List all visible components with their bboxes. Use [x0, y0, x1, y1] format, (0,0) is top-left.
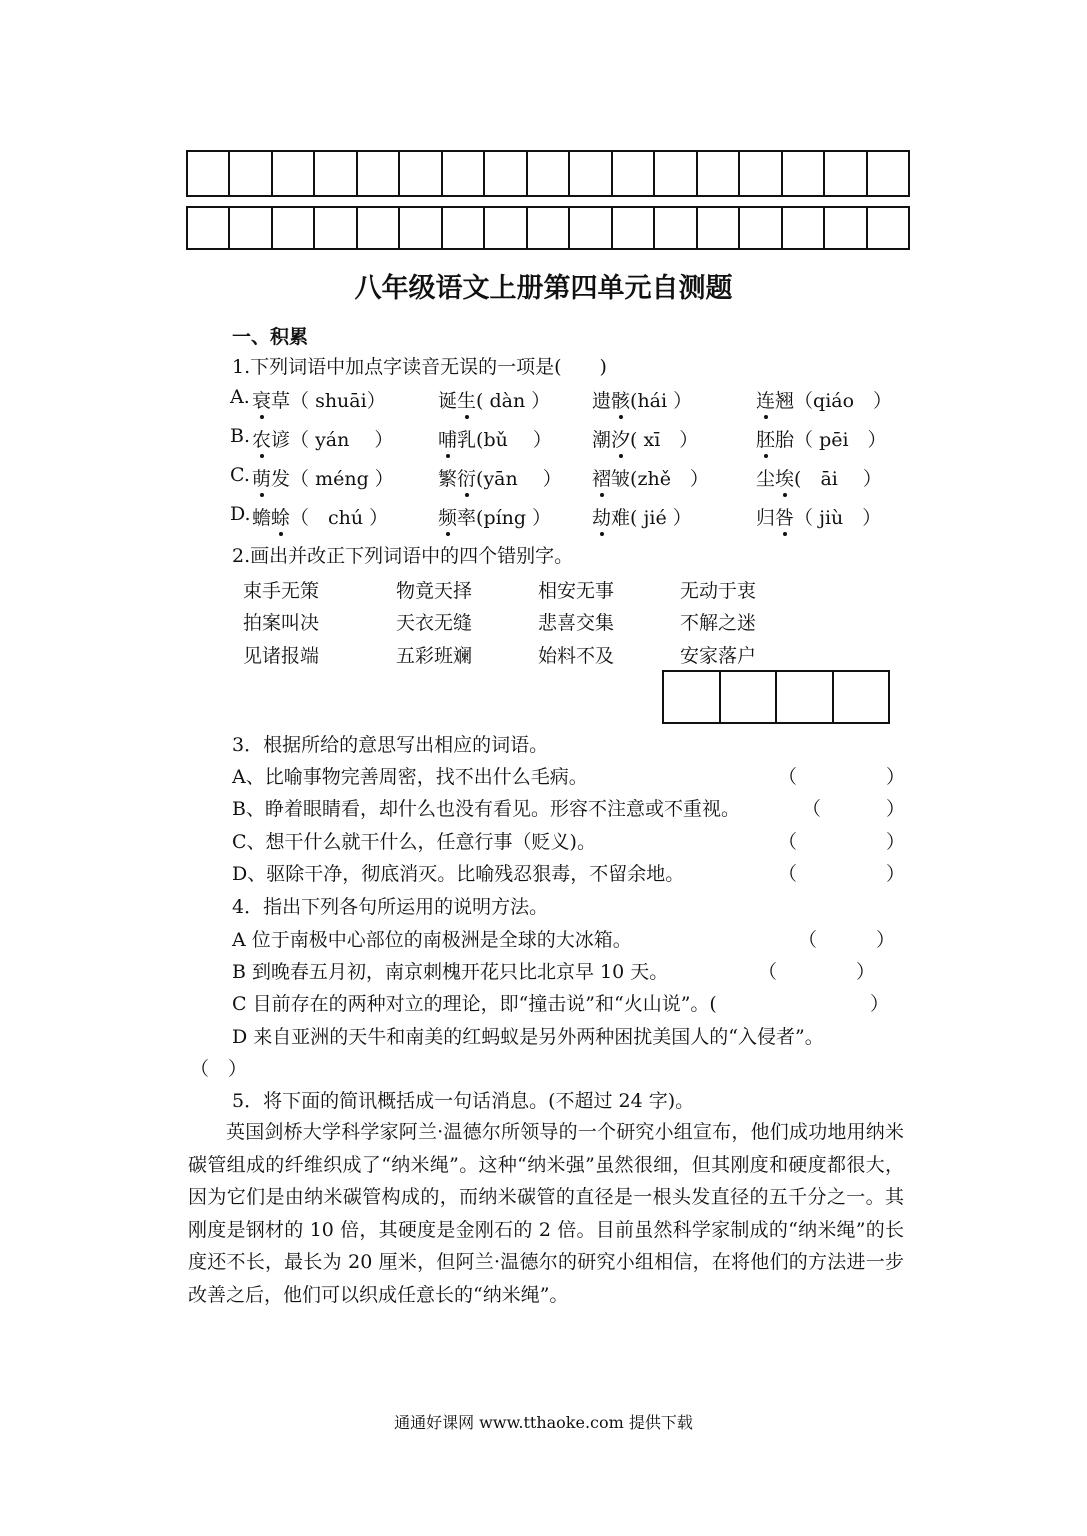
- dotted-char: 咎: [775, 503, 794, 530]
- q2-word: 安家落户: [680, 645, 757, 667]
- q2-answer-boxes[interactable]: [662, 670, 890, 724]
- q2-word: 无动于衷: [680, 580, 757, 602]
- q1-word-item: 胚胎（ pēi ）: [756, 425, 887, 452]
- q1-option-label: B.: [230, 425, 251, 447]
- q1-word-item: 诞生( dàn ）: [438, 386, 550, 413]
- q2-word: 拍案叫决: [243, 612, 320, 634]
- dotted-char: 连: [756, 386, 775, 413]
- q4-item-b: B 到晚春五月初，南京刺槐开花只比北京早 10 天。: [232, 961, 669, 983]
- grid-cell[interactable]: [485, 208, 527, 248]
- answer-box[interactable]: [834, 672, 889, 722]
- q1-word-item: 哺乳(bǔ ）: [438, 425, 552, 452]
- q3-paren-open: （: [778, 863, 798, 885]
- footer-source: 通通好课网 www.tthaoke.com 提供下载: [394, 1413, 693, 1432]
- grid-cell[interactable]: [868, 208, 908, 248]
- grid-cell[interactable]: [655, 208, 697, 248]
- q1-word-item: 遗骸(hái ）: [592, 386, 692, 413]
- q1-word-item: 萌发（ méng ）: [252, 464, 394, 491]
- grid-cell[interactable]: [188, 208, 230, 248]
- dotted-char: 骸: [611, 386, 630, 413]
- q1-word-item: 连翘（qiáo ）: [756, 386, 892, 413]
- grid-cell[interactable]: [443, 152, 485, 195]
- grid-cell[interactable]: [400, 152, 442, 195]
- dotted-char: 褶: [592, 464, 611, 491]
- q4-c-close: ）: [870, 993, 890, 1015]
- grid-cell[interactable]: [740, 208, 782, 248]
- q1-option-label: D.: [230, 503, 251, 525]
- grid-cell[interactable]: [783, 152, 825, 195]
- q4-b-close: ）: [856, 961, 876, 983]
- q2-word: 物竟天择: [396, 580, 473, 602]
- grid-cell[interactable]: [315, 152, 357, 195]
- q4-a-close: ）: [876, 929, 896, 951]
- dotted-char: 生: [457, 386, 476, 413]
- q4-item-a: A 位于南极中心部位的南极洲是全球的大冰箱。: [232, 929, 632, 951]
- section-heading: 一、积累: [232, 326, 309, 348]
- answer-box[interactable]: [664, 672, 721, 722]
- dotted-char: 胚: [756, 425, 775, 452]
- grid-cell[interactable]: [443, 208, 485, 248]
- writing-grid-row-2: [186, 206, 910, 250]
- grid-cell[interactable]: [485, 152, 527, 195]
- q1-word-item: 劫难( jié ）: [592, 503, 692, 530]
- dotted-char: 衍: [457, 464, 476, 491]
- grid-cell[interactable]: [740, 152, 782, 195]
- q3-paren-open: （: [778, 831, 798, 853]
- q1-word-item: 尘埃( āi ）: [756, 464, 882, 491]
- q5-passage: 英国剑桥大学科学家阿兰·温德尔所领导的一个研究小组宣布，他们成功地用纳米碳管组成的纤维织成了“纳米绳”。这种“纳米强”虽然很细，但其刚度和硬度都很大，因为它们是由纳米碳管构成的，而纳米碳管的直径是一根头发直径的五千分之一。其刚度是钢材的 10 倍，其硬度是金刚石的 2 倍。目前虽然科学家制成的“纳米绳”的长度还不长，最长为 20 厘米，但阿兰·温德尔的研究小组相信，在将他们的方法进一步改善之后，他们可以织成任意长的“纳米绳”。: [188, 1121, 904, 1306]
- q1-word-item: 农谚（ yán ）: [252, 425, 393, 452]
- grid-cell[interactable]: [400, 208, 442, 248]
- dotted-char: 农: [252, 425, 271, 452]
- grid-cell[interactable]: [230, 152, 272, 195]
- grid-cell[interactable]: [188, 152, 230, 195]
- q2-word: 见诸报端: [243, 645, 320, 667]
- q2-word: 相安无事: [538, 580, 615, 602]
- q4-a-open: （: [798, 929, 818, 951]
- q2-word: 五彩班斓: [396, 645, 473, 667]
- q1-word-item: 频率(píng ）: [438, 503, 551, 530]
- dotted-char: 哺: [438, 425, 457, 452]
- page-title: 八年级语文上册第四单元自测题: [354, 273, 733, 304]
- q1-word-item: 衰草（ shuāi）: [252, 386, 386, 413]
- writing-grid-row-1: [186, 150, 910, 197]
- q2-stem: 2.画出并改正下列词语中的四个错别字。: [232, 545, 574, 567]
- q3-paren-open: （: [802, 798, 822, 820]
- answer-box[interactable]: [721, 672, 778, 722]
- dotted-char: 频: [438, 503, 457, 530]
- grid-cell[interactable]: [613, 208, 655, 248]
- q2-word: 不解之迷: [680, 612, 757, 634]
- dotted-char: 蜍: [271, 503, 290, 530]
- q2-word: 始料不及: [538, 645, 615, 667]
- grid-cell[interactable]: [273, 152, 315, 195]
- grid-cell[interactable]: [230, 208, 272, 248]
- dotted-char: 劫: [592, 503, 611, 530]
- q3-paren-close: ）: [886, 798, 906, 820]
- q1-word-item: 繁衍(yān ）: [438, 464, 562, 491]
- q2-word: 束手无策: [243, 580, 320, 602]
- q4-item-c: C 目前存在的两种对立的理论，即“撞击说”和“火山说”。(: [232, 993, 717, 1015]
- grid-cell[interactable]: [825, 152, 867, 195]
- grid-cell[interactable]: [358, 152, 400, 195]
- q4-b-open: （: [758, 961, 778, 983]
- grid-cell[interactable]: [783, 208, 825, 248]
- q4-stem: 4．指出下列各句所运用的说明方法。: [232, 896, 549, 918]
- q1-word-item: 归咎（ jiù ）: [756, 503, 881, 530]
- grid-cell[interactable]: [358, 208, 400, 248]
- q3-item: D、驱除干净，彻底消灭。比喻残忍狠毒，不留余地。: [232, 863, 685, 885]
- dotted-char: 埃: [775, 464, 794, 491]
- grid-cell[interactable]: [570, 208, 612, 248]
- q3-stem: 3．根据所给的意思写出相应的词语。: [232, 734, 549, 756]
- q3-paren-open: （: [778, 766, 798, 788]
- q3-item: A、比喻事物完善周密，找不出什么毛病。: [232, 766, 588, 788]
- q5-stem: 5．将下面的简讯概括成一句话消息。(不超过 24 字)。: [232, 1090, 695, 1112]
- grid-cell[interactable]: [698, 152, 740, 195]
- q2-word: 悲喜交集: [538, 612, 615, 634]
- q3-item: C、想干什么就干什么，任意行事（贬义)。: [232, 831, 596, 853]
- q1-word-item: 褶皱(zhě ）: [592, 464, 709, 491]
- grid-cell[interactable]: [528, 152, 570, 195]
- q2-word: 天衣无缝: [396, 612, 473, 634]
- q1-stem: 1.下列词语中加点字读音无误的一项是( ): [232, 356, 607, 378]
- q1-word-item: 潮汐( xī ）: [592, 425, 698, 452]
- grid-cell[interactable]: [273, 208, 315, 248]
- q3-paren-close: ）: [886, 766, 906, 788]
- grid-cell[interactable]: [825, 208, 867, 248]
- dotted-char: 衰: [252, 386, 271, 413]
- q1-option-label: C.: [230, 464, 250, 486]
- q1-word-item: 蟾蜍（ chú ）: [252, 503, 388, 530]
- grid-cell[interactable]: [570, 152, 612, 195]
- grid-cell[interactable]: [868, 152, 908, 195]
- dotted-char: 萌: [252, 464, 271, 491]
- q3-paren-close: ）: [886, 831, 906, 853]
- grid-cell[interactable]: [315, 208, 357, 248]
- grid-cell[interactable]: [698, 208, 740, 248]
- q3-paren-close: ）: [886, 863, 906, 885]
- grid-cell[interactable]: [528, 208, 570, 248]
- grid-cell[interactable]: [655, 152, 697, 195]
- q4-d-blank: （ ）: [190, 1058, 248, 1080]
- q3-item: B、睁着眼睛看，却什么也没有看见。形容不注意或不重视。: [232, 798, 740, 820]
- dotted-char: 汐: [611, 425, 630, 452]
- q4-item-d: D 来自亚洲的天牛和南美的红蚂蚁是另外两种困扰美国人的“入侵者”。: [232, 1026, 824, 1048]
- q1-option-label: A.: [230, 386, 250, 408]
- grid-cell[interactable]: [613, 152, 655, 195]
- answer-box[interactable]: [777, 672, 834, 722]
